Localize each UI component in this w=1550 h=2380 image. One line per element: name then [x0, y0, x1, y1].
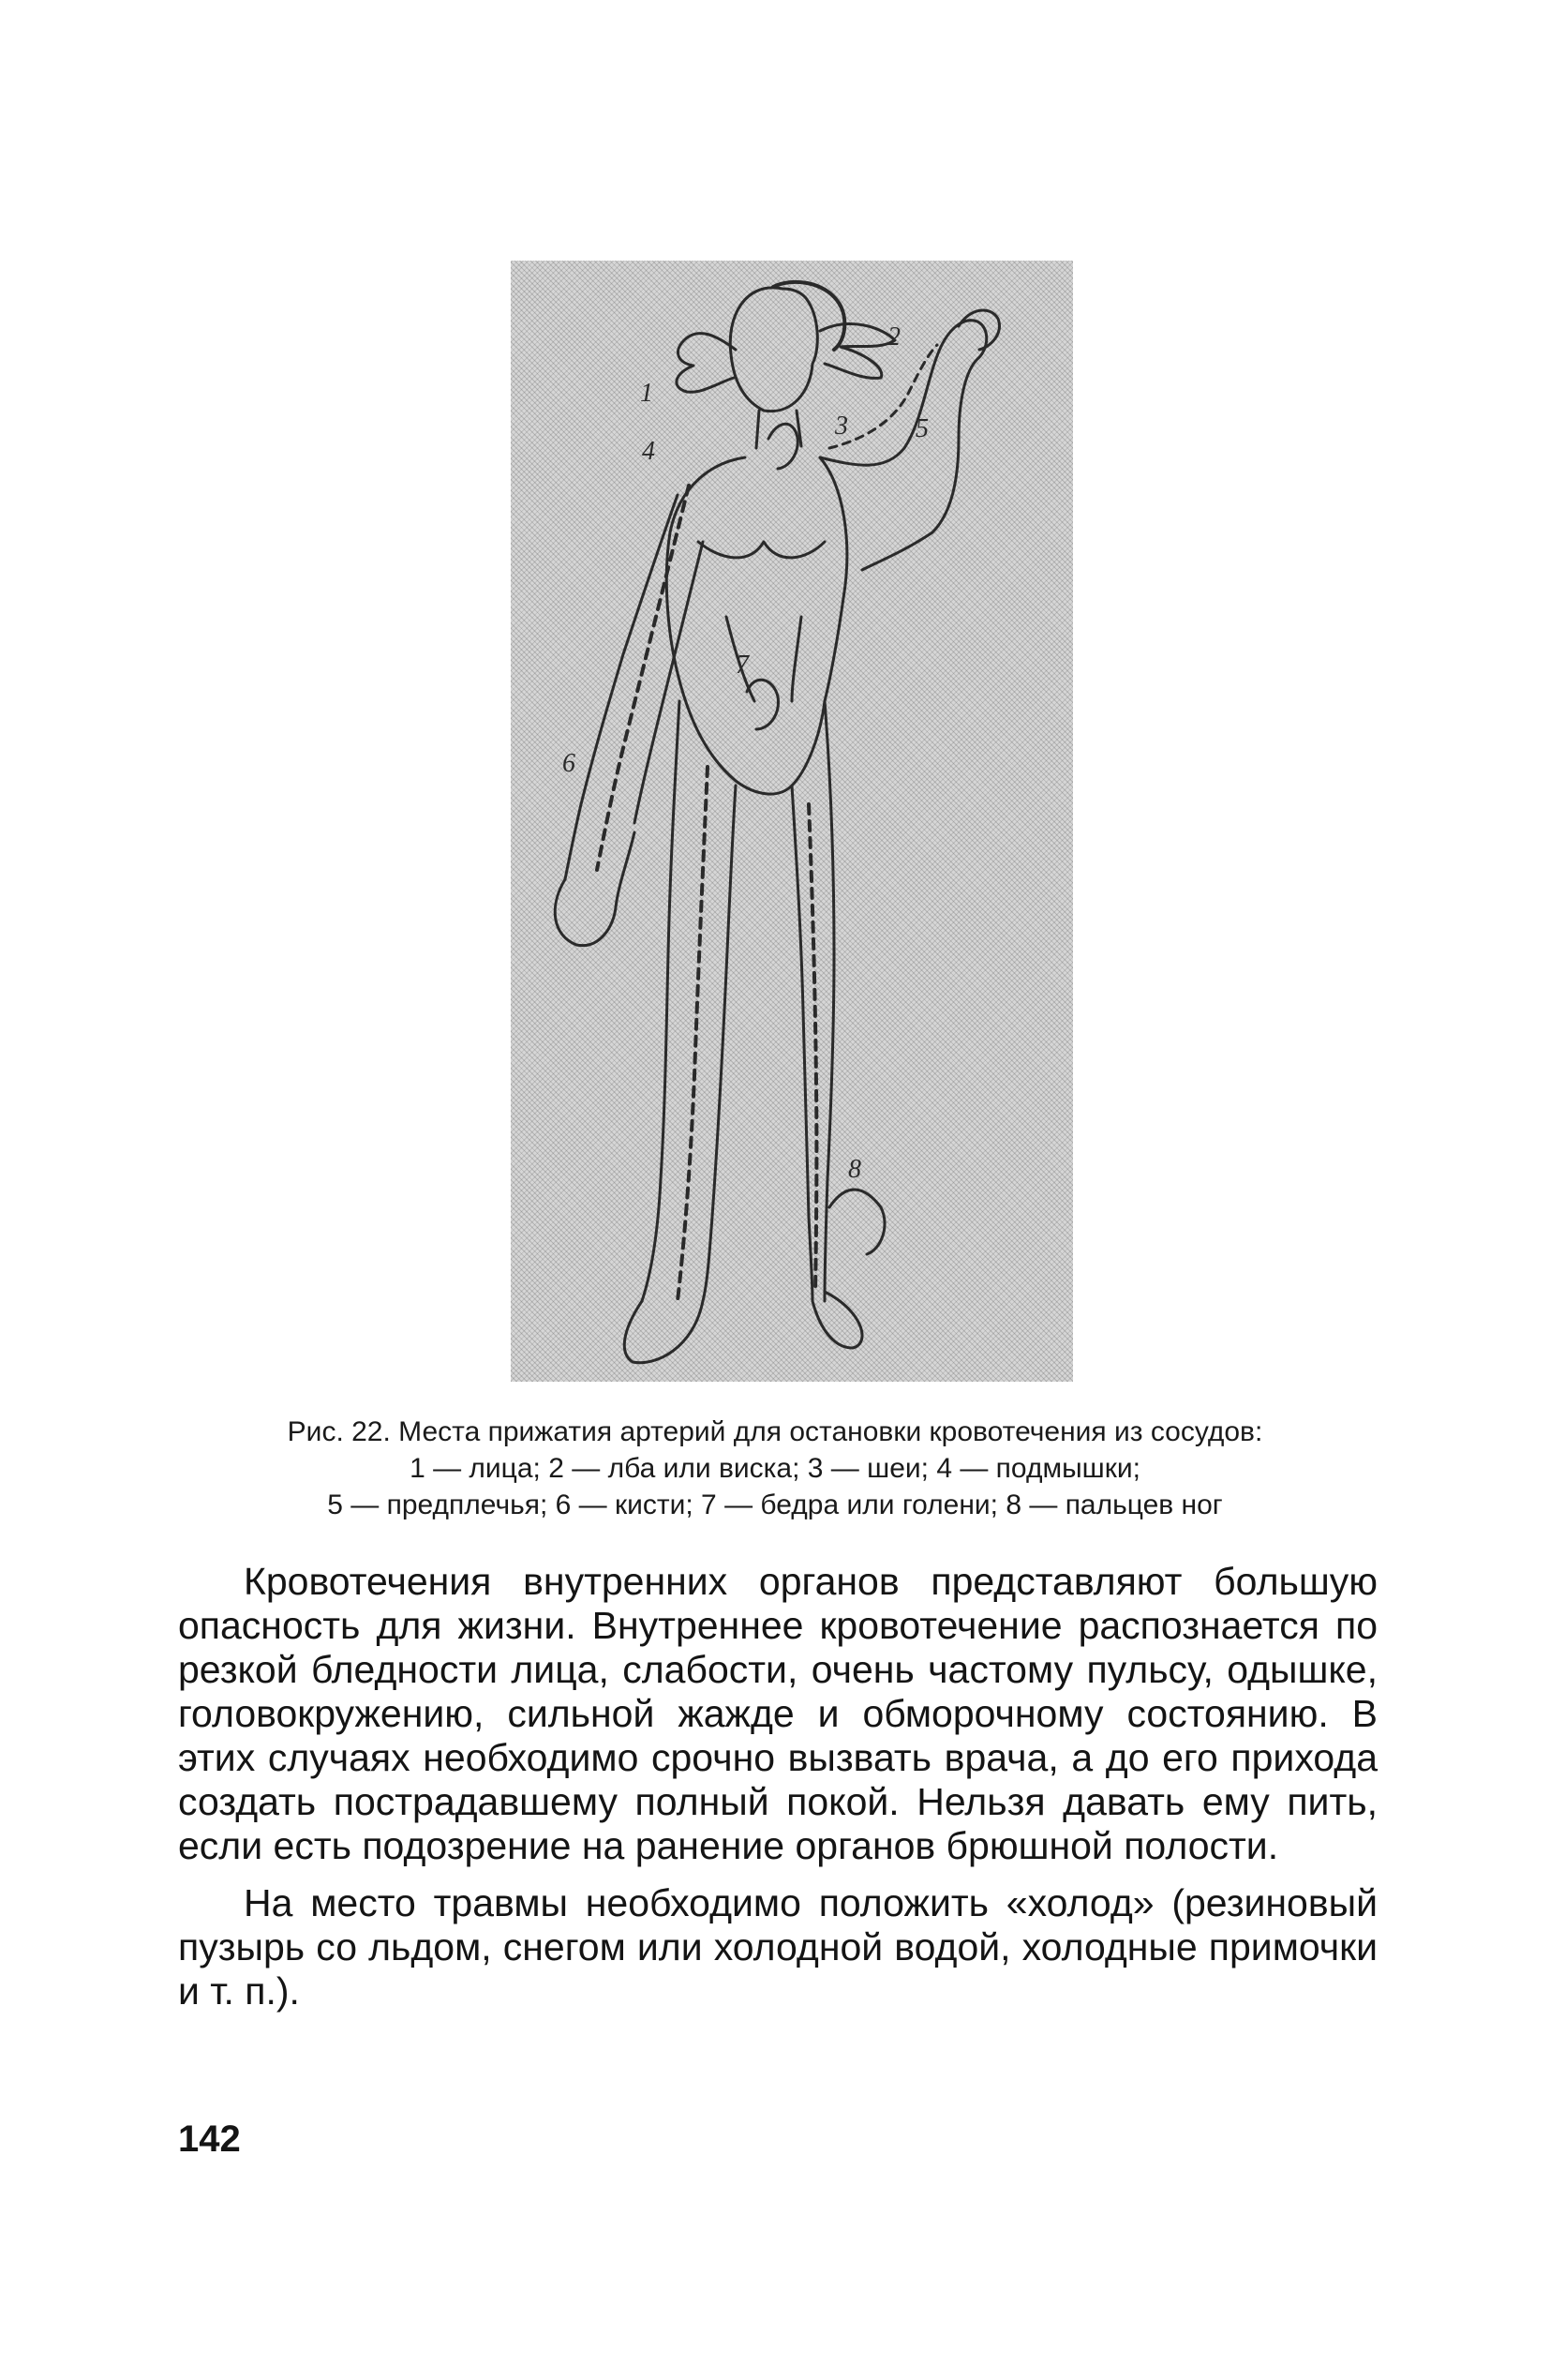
raised-hand: [959, 310, 999, 350]
hair-outline: [773, 282, 844, 350]
label-4: 4: [642, 437, 655, 466]
caption-line: 1 — лица; 2 — лба или виска; 3 — шеи; 4 — подмышки;: [410, 1453, 1140, 1484]
left-foot: [624, 1301, 703, 1363]
left-leg: [642, 701, 736, 1301]
artery-line-left-leg: [678, 767, 708, 1301]
helper-hand-foot: [829, 1190, 885, 1254]
helper-hand-neck: [768, 424, 797, 469]
paragraph: На место травмы необходимо положить «холод» (резиновый пузырь со льдом, снегом или холодной водой, холодные примочки и т. п.).: [178, 1881, 1378, 2013]
right-leg: [792, 701, 834, 1301]
page-number: 142: [178, 2118, 241, 2160]
main-text: [178, 1560, 1378, 2013]
helper-hand-thigh: [747, 680, 778, 729]
helper-hand-left: [677, 334, 736, 393]
chest-line: [698, 542, 825, 558]
caption-line: 5 — предплечья; 6 — кисти; 7 — бедра или голени; 8 — пальцев ног: [327, 1489, 1223, 1520]
label-1: 1: [640, 379, 653, 408]
helper-hand-right: [820, 324, 895, 379]
lowered-hand: [555, 832, 634, 946]
caption-line: Рис. 22. Места прижатия артерий для остановки кровотечения из сосудов:: [287, 1416, 1263, 1447]
label-6: 6: [562, 749, 575, 778]
human-body-illustration: [511, 261, 1073, 1382]
figure-caption: [180, 1414, 1370, 1523]
anatomical-figure: [511, 261, 1073, 1382]
label-7: 7: [736, 651, 749, 680]
label-2: 2: [887, 322, 901, 352]
paragraph: Кровотечения внутренних органов представляют большую опасность для жизни. Внутреннее кровотечение распознается по резкой бледности лица, слабости, очень частому пульсу, одышке, головокружению, сильной жажде и обморочному состоянию. В этих случаях необходимо срочно вызвать врача, а до его прихода создать пострадавшему полный покой. Нельзя давать ему пить, если есть подозрение на ранение органов брюшной полости.: [178, 1560, 1378, 1867]
label-3: 3: [835, 412, 848, 441]
label-8: 8: [848, 1155, 861, 1184]
right-foot: [812, 1292, 862, 1348]
label-5: 5: [916, 414, 929, 443]
head-outline: [730, 288, 817, 412]
